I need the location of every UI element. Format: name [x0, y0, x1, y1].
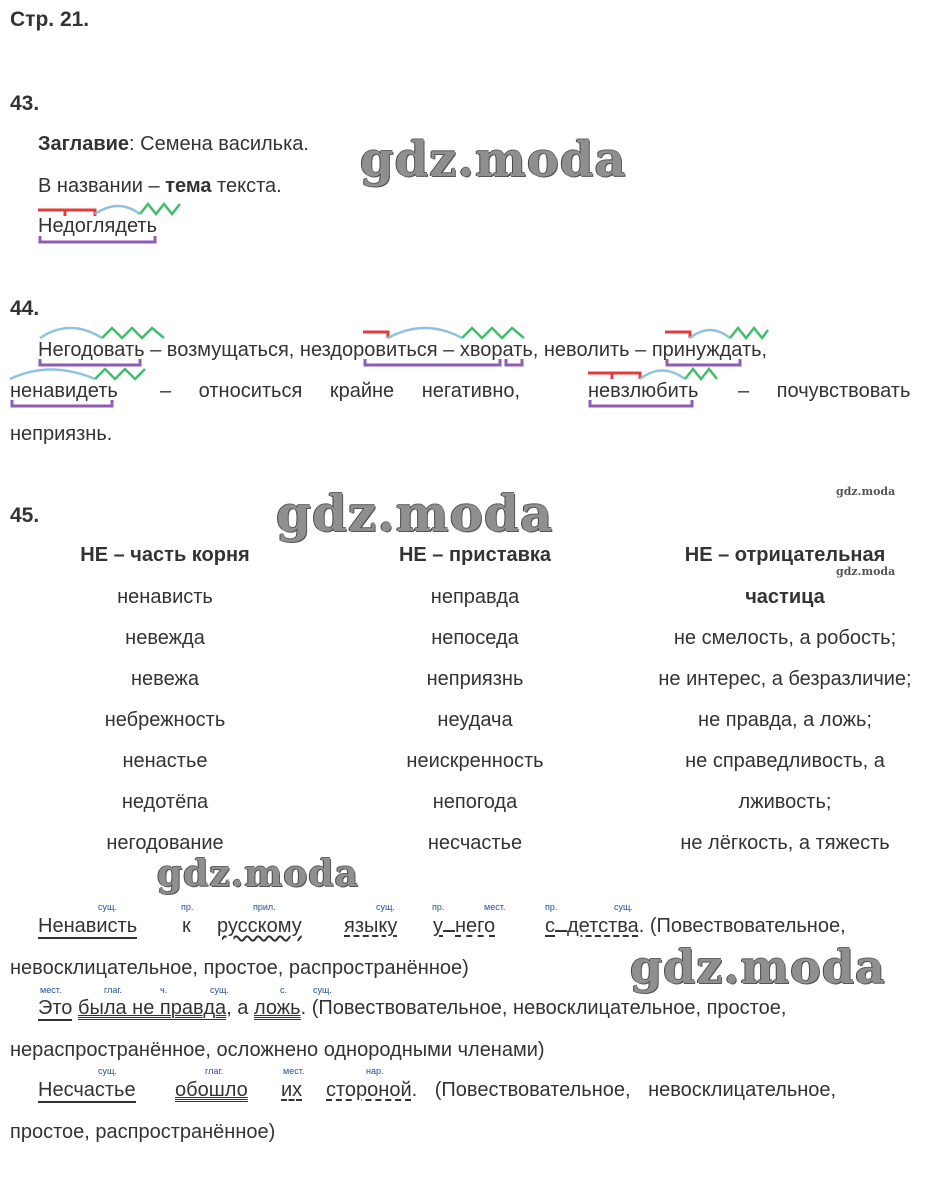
col2-item: неудача	[437, 709, 513, 731]
col1-item: недотёпа	[121, 791, 209, 813]
pos-tag: сущ.	[313, 985, 332, 995]
pos-tag: ч.	[160, 985, 168, 995]
ex44-line1	[38, 339, 936, 362]
pos-tag: сущ.	[210, 985, 229, 995]
ex43-title-label: Заглавие	[38, 133, 130, 155]
root-mark	[640, 371, 685, 380]
pos-tag: мест.	[283, 1066, 305, 1076]
watermark-small: gdz.moda	[836, 485, 896, 498]
ex44-word-4: ненавидеть	[10, 380, 118, 402]
ex44-text-2: – хворать,	[437, 339, 544, 361]
col2-item: неприязнь	[426, 668, 524, 690]
ex44-text-5	[738, 380, 910, 403]
col2-item: непогода	[432, 791, 518, 813]
prefix-mark	[665, 332, 690, 338]
col3-header: НЕ – отрицательная	[684, 544, 886, 566]
ex44-text-3: – принуждать,	[629, 339, 768, 361]
watermark: gdz.moda	[276, 484, 554, 543]
watermark-small: gdz.moda	[836, 565, 896, 578]
col3-header-line2: частица	[745, 586, 825, 608]
pos-tag: мест.	[40, 985, 62, 995]
suffix-mark	[685, 369, 717, 379]
col3-item: не справедливость, а	[685, 750, 885, 772]
s2-sep: , а	[226, 997, 254, 1019]
pos-tag: глаг.	[205, 1066, 224, 1076]
pos-tag: с.	[280, 985, 288, 995]
watermark: gdz.moda	[360, 132, 627, 188]
ex44-word-5: невзлюбить	[588, 380, 699, 402]
exercise-44-number: 44.	[10, 297, 40, 320]
s2-predicate: была не правда	[78, 997, 227, 1019]
col1-item: ненависть	[117, 586, 213, 608]
root-mark	[40, 328, 102, 338]
s1-word: русскому	[217, 915, 302, 937]
suffix-mark	[730, 328, 768, 338]
watermark: gdz.moda	[630, 940, 886, 994]
s1-w-adj	[217, 915, 302, 938]
s1-rest-2: невосклицательное, простое, распространённое)	[10, 957, 469, 979]
ex43-title-rest: : Семена василька.	[129, 133, 309, 155]
root-mark	[10, 370, 95, 380]
ex43-line2	[38, 175, 282, 198]
pos-tag: пр.	[181, 902, 194, 912]
s2-rest-1: . (Повествовательное, невосклицательное, простое,	[300, 997, 787, 1019]
ex44-word-2: нездоровиться	[299, 339, 438, 361]
watermark: gdz.moda	[157, 853, 359, 895]
s1-rest-1: . (Повествовательное,	[638, 915, 846, 937]
col2-item: несчастье	[427, 832, 523, 854]
s3-w-subject	[38, 1079, 136, 1102]
col2-item: непоседа	[431, 627, 519, 649]
pos-tag: пр.	[432, 902, 445, 912]
s3-word: их	[281, 1079, 303, 1101]
col2-item: неискренность	[406, 750, 544, 772]
pos-tag: нар.	[366, 1066, 384, 1076]
col3-item: не лёгкость, а тяжесть	[680, 832, 890, 854]
pos-tag: пр.	[545, 902, 558, 912]
gap-line	[443, 930, 455, 932]
ex43-title-line	[38, 133, 309, 156]
s1-w-prep-s	[545, 915, 846, 938]
s3-w-predicate	[175, 1079, 248, 1102]
s3-line1-rest	[326, 1079, 938, 1102]
ex44-text-1: – возмущаться,	[144, 339, 300, 361]
s2-rest-2: нераспространённое, осложнено однородными членами)	[10, 1039, 545, 1061]
col2-item: неправда	[430, 586, 520, 608]
s2-subject: Это	[38, 997, 73, 1019]
gap-line	[555, 930, 567, 932]
s1-word: него	[455, 915, 496, 937]
pos-tag: мест.	[484, 902, 506, 912]
suffix-mark	[95, 369, 145, 379]
ex44-text-4-inner: – относиться крайне негативно,	[160, 380, 521, 402]
prefix-mark	[363, 332, 388, 338]
s2-predicate-2: ложь	[253, 997, 301, 1019]
col1-item: негодование	[106, 832, 224, 854]
suffix-mark	[140, 204, 180, 214]
s3-word: Несчастье	[38, 1079, 136, 1101]
pos-tag: прил.	[253, 902, 276, 912]
ex44-text-6: неприязнь.	[10, 423, 113, 445]
s3-rest-2: простое, распространённое)	[10, 1121, 276, 1143]
s1-w-subject	[38, 915, 137, 938]
s1-w-prep-u	[433, 915, 495, 938]
ex44-word-3: неволить	[543, 339, 630, 361]
col3-item: не правда, а ложь;	[698, 709, 872, 731]
s1-word: языку	[344, 915, 398, 937]
s1-word: Ненависть	[38, 915, 138, 937]
ex44-text-4	[160, 380, 520, 403]
exercise-45-number: 45.	[10, 504, 40, 527]
col1-item: ненастье	[122, 750, 208, 772]
s3-word: обошло	[175, 1079, 248, 1101]
col1-item: небрежность	[104, 709, 226, 731]
root-mark	[388, 328, 462, 338]
ex43-line2-b: тема	[165, 175, 212, 197]
suffix-mark	[462, 328, 524, 338]
suffix-mark	[102, 328, 164, 338]
col3-item: не смелость, а робость;	[673, 627, 897, 649]
col1-item: невежа	[131, 668, 199, 690]
ex44-text-5-inner: – почувствовать	[738, 380, 911, 402]
s3-w-object	[281, 1079, 302, 1102]
s1-w-noun	[344, 915, 397, 938]
page-header: Стр. 21.	[10, 8, 90, 31]
prefix-mark	[588, 373, 612, 379]
ex43-word: Недоглядеть	[38, 215, 157, 237]
root-mark	[95, 206, 140, 214]
prefix-mark	[612, 373, 640, 379]
s1-word: детства	[567, 915, 639, 937]
s1-w-prep-k: к	[182, 915, 191, 937]
ex43-line2-a: В названии –	[38, 175, 166, 197]
s1-word: с	[545, 915, 555, 937]
pos-tag: сущ.	[98, 1066, 117, 1076]
s3-word: стороной	[326, 1079, 412, 1101]
col3-item: лживость;	[738, 791, 832, 813]
pos-tag: сущ.	[376, 902, 395, 912]
col1-header: НЕ – часть корня	[80, 544, 250, 566]
s1-word: у	[433, 915, 443, 937]
pos-tag: сущ.	[98, 902, 117, 912]
pos-tag: глаг.	[104, 985, 123, 995]
root-mark	[690, 330, 730, 338]
exercise-43-number: 43.	[10, 92, 40, 115]
col1-item: невежда	[125, 627, 205, 649]
col2-header: НЕ – приставка	[398, 544, 552, 566]
ex44-word-1: Негодовать	[38, 339, 145, 361]
s3-rest-1: . (Повествовательное, невосклицательное,	[411, 1079, 837, 1101]
s2-line1	[38, 997, 786, 1020]
pos-tag: сущ.	[614, 902, 633, 912]
ex43-line2-c: текста.	[211, 175, 282, 197]
col3-item: не интерес, а безразличие;	[658, 668, 912, 690]
